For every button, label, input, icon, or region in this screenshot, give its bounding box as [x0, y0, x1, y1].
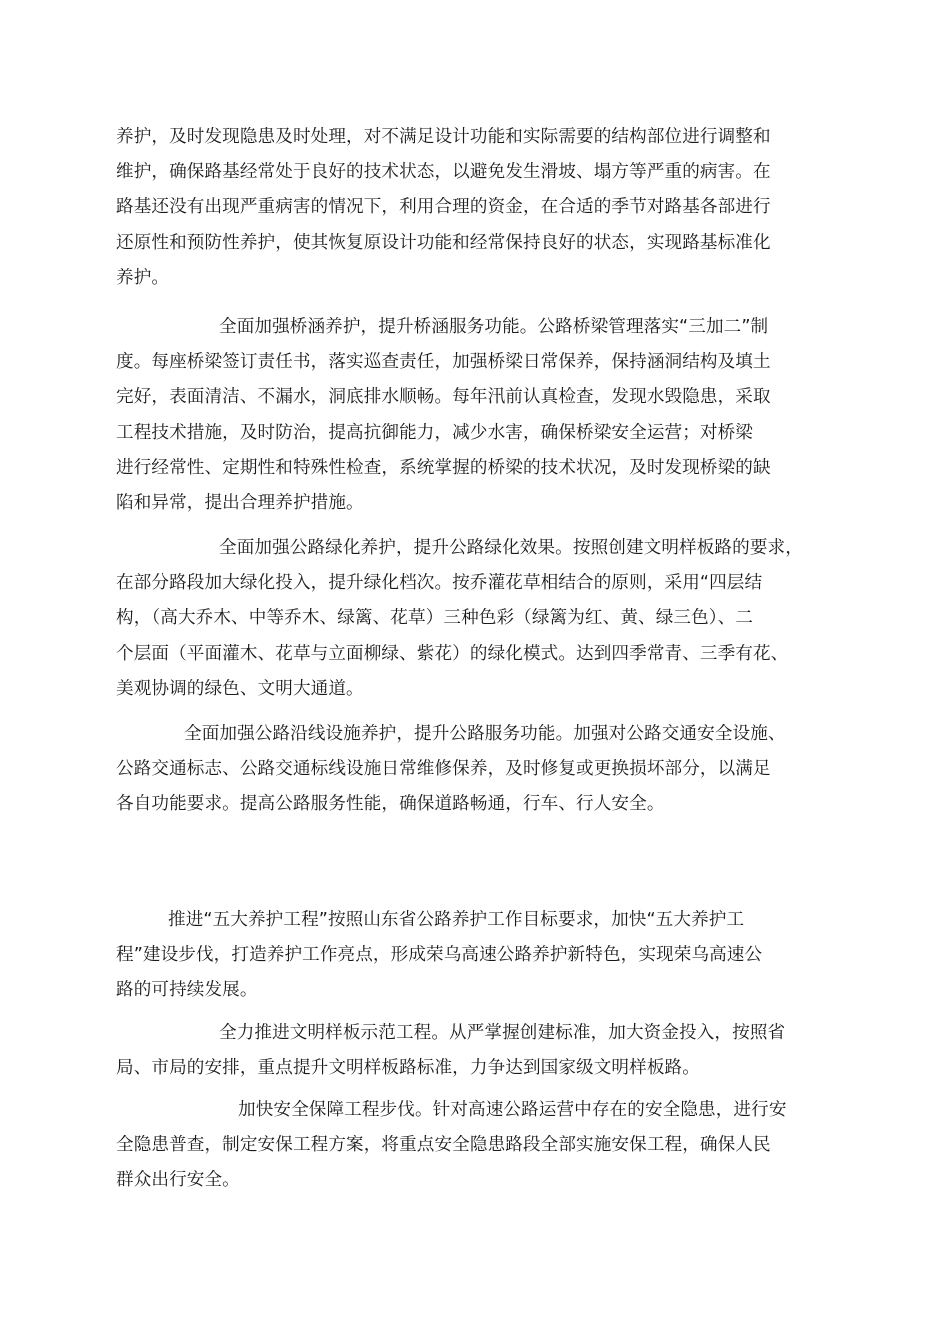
paragraph-facilities-maintenance — [116, 717, 830, 823]
text-line: 养护。 — [116, 267, 170, 288]
text-line: 公路交通标志、公路交通标线设施日常维修保养，及时修复或更换损坏部分，以满足 — [116, 759, 771, 780]
text-line: 构，（高大乔木、中等乔木、绿篱、花草）三种色彩（绿篱为红、黄、绿三色）、二 — [116, 608, 754, 629]
text-line: 全力推进文明样板示范工程。从严掌握创建标准，加大资金投入，按照省 — [219, 1023, 786, 1043]
text-line: 加快安全保障工程步伐。针对高速公路运营中存在的安全隐患，进行安 — [238, 1100, 787, 1120]
text-line: 在部分路段加大绿化投入，提升绿化档次。按乔灌花草相结合的原则，采用“四层结 — [116, 573, 763, 594]
text-line: 局、市局的安排，重点提升文明样板路标准，力争达到国家级文明样板路。 — [116, 1058, 700, 1079]
text-line: 工程技术措施，及时防治，提高抗御能力，减少水害，确保桥梁安全运营；对桥梁 — [116, 422, 753, 443]
text-line: 维护，确保路基经常处于良好的技术状态，以避免发生滑坡、塌方等严重的病害。在 — [116, 162, 771, 183]
text-line: 美观协调的绿色、文明大通道。 — [116, 678, 364, 699]
text-line: 全面加强桥涵养护，提升桥涵服务功能。公路桥梁管理落实“三加二”制 — [219, 317, 769, 337]
text-line: 程”建设步伐，打造养护工作亮点，形成荣乌高速公路养护新特色，实现荣乌高速公 — [116, 945, 763, 966]
paragraph-bridge-maintenance — [116, 310, 830, 521]
paragraph-model-road — [116, 1016, 830, 1086]
text-line: 推进“五大养护工程”按照山东省公路养护工作目标要求，加快“五大养护工 — [168, 910, 745, 930]
text-line: 还原性和预防性养护，使其恢复原设计功能和经常保持良好的状态，实现路基标准化 — [116, 232, 771, 253]
paragraph-safety-project — [116, 1093, 830, 1199]
text-line: 路基还没有出现严重病害的情况下，利用合理的资金，在合适的季节对路基各部进行 — [116, 197, 771, 218]
text-line: 路的可持续发展。 — [116, 980, 258, 1001]
paragraph-roadbed-maintenance — [116, 120, 830, 296]
text-line: 进行经常性、定期性和特殊性检查，系统掌握的桥梁的技术状况，及时发现桥梁的缺 — [116, 457, 771, 478]
text-line: 全面加强公路沿线设施养护，提升公路服务功能。加强对公路交通安全设施、 — [184, 724, 786, 744]
text-line: 全面加强公路绿化养护，提升公路绿化效果。按照创建文明样板路的要求， — [219, 538, 803, 558]
text-line: 群众出行安全。 — [116, 1170, 240, 1191]
text-line: 个层面（平面灌木、花草与立面柳绿、紫花）的绿化模式。达到四季常青、三季有花、 — [116, 643, 789, 664]
text-line: 陷和异常，提出合理养护措施。 — [116, 493, 364, 514]
text-line: 全隐患普查，制定安保工程方案，将重点安全隐患路段全部实施安保工程，确保人民 — [116, 1135, 771, 1156]
text-line: 养护，及时发现隐患及时处理，对不满足设计功能和实际需要的结构部位进行调整和 — [116, 127, 771, 147]
paragraph-five-projects — [116, 903, 830, 1009]
text-line: 度。每座桥梁签订责任书，落实巡查责任，加强桥梁日常保养，保持涵洞结构及填土 — [116, 352, 771, 373]
text-line: 各自功能要求。提高公路服务性能，确保道路畅通，行车、行人安全。 — [116, 794, 665, 815]
text-line: 完好，表面清洁、不漏水，洞底排水顺畅。每年汛前认真检查，发现水毁隐患，采取 — [116, 387, 771, 408]
paragraph-greening-maintenance — [116, 531, 830, 707]
